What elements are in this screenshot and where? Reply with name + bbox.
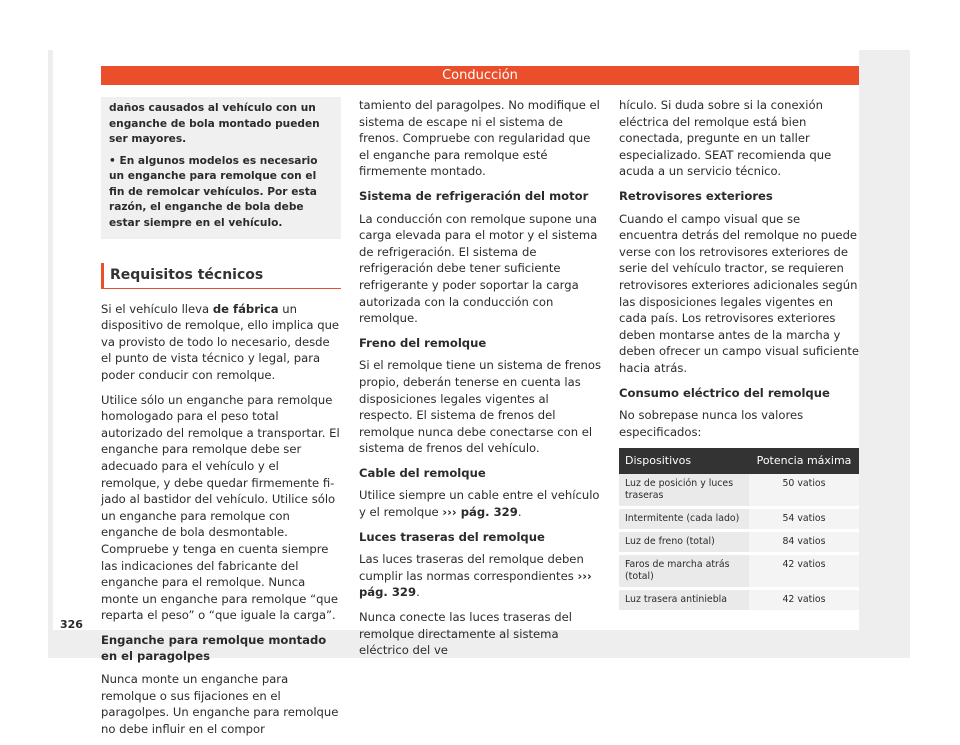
page-number: 326	[60, 618, 83, 631]
table-header-row	[619, 448, 859, 474]
table-cell: 42 vatios	[749, 589, 859, 612]
paragraph	[359, 487, 601, 520]
paragraph: La conducción con remolque supone una carga elevada para el motor y el sistema de refrigeración. El sistema de refrigeración debe tener suficiente refrigerante y poder soportar la carga autorizada con la conducción con remolque.	[359, 211, 598, 326]
subheading: Luces traseras del remolque	[359, 529, 545, 544]
paragraph: Si el remolque tiene un sistema de frenos propio, deberán tenerse en cuenta las disposiciones legales vigentes al respecto. El sistema de frenos del remolque nunca debe conectarse con el sistema de frenos del vehículo.	[359, 358, 601, 456]
paragraph: Utilice sólo un enganche para remolque homologado para el peso total autorizado del remolque a transportar. El enganche para remolque debe ser adecuado para el vehículo y el remolque, y debe quedar firmemente fijado al bastidor del vehículo. Utilice sólo un enganche para remolque con enganche de bola desmontable. Compruebe y tenga en cuenta siempre las indicaciones del fabricante del enganche para el remolque. Nunca monte un enganche para remolque “que reparta el peso” o “que iguale la carga”.	[101, 392, 340, 623]
table-row	[619, 508, 859, 531]
table-cell: 50 vatios	[749, 474, 859, 508]
table-row	[619, 531, 859, 554]
paragraph: Cuando el campo visual que se encuentra detrás del remolque no puede verse con los retrovisores exteriores de serie del vehículo tractor, se requieren retrovisores exteriores adicionales según las disposiciones legales vigentes en cada país. Los retrovisores exteriores deben montarse antes de la marcha y deben ofrecer un campo visual suficiente hacia atrás.	[619, 211, 860, 375]
table-cell: Luz de freno (total)	[619, 531, 749, 554]
table-header: Potencia máxima	[749, 448, 859, 474]
table-cell: Intermitente (cada lado)	[619, 508, 749, 531]
table-header: Dispositivos	[619, 448, 749, 474]
column-1	[101, 97, 341, 745]
bold-text: de fábrica	[212, 301, 279, 316]
page-reference-link[interactable]: ››› pág. 329	[442, 505, 518, 520]
subheading: Retrovisores exteriores	[619, 188, 773, 203]
text: un dispositivo de remolque, ello implica que va provisto de todo lo necesario, desde el punto de vista técnico y legal, para poder conducir con remolque.	[101, 301, 340, 382]
table-row	[619, 589, 859, 612]
paragraph	[359, 551, 601, 601]
paragraph: Nunca monte un enganche para remolque o sus fijaciones en el paragolpes. Un enganche para remolque no debe influir en el compor	[101, 672, 339, 736]
table-cell: 54 vatios	[749, 508, 859, 531]
power-table	[619, 448, 859, 613]
table-cell: Luz trasera antiniebla	[619, 589, 749, 612]
warning-bullet: • En algunos modelos es necesario un enganche para remolque con el fin de remolcar vehículos. Por esta razón, el enganche de bola debe estar siempre en el vehículo.	[109, 154, 318, 229]
table-cell: 84 vatios	[749, 531, 859, 554]
column-3	[619, 97, 859, 613]
paragraph: Nunca conecte las luces traseras del remolque directamente al sistema eléctrico del ve	[359, 610, 572, 658]
section-title: Requisitos técnicos	[101, 263, 341, 289]
text: Si el vehículo lleva	[101, 301, 213, 316]
warning-box	[101, 97, 341, 239]
table-cell: 42 vatios	[749, 554, 859, 589]
paragraph: No sobrepase nunca los valores especificados:	[619, 408, 804, 439]
subheading: Freno del remolque	[359, 335, 487, 350]
paragraph: tamiento del paragolpes. No modifique el sistema de escape ni el sistema de frenos. Compruebe con regularidad que el enganche para remolque esté firmemente montado.	[359, 98, 600, 179]
subheading: Enganche para remolque montado en el paragolpes	[101, 632, 327, 664]
warning-text: daños causados al vehículo con un enganche de bola montado pueden ser mayores.	[109, 102, 320, 145]
text: .	[416, 585, 420, 600]
text: .	[517, 505, 522, 520]
subheading: Cable del remolque	[359, 465, 486, 480]
text: Las luces traseras del remolque deben cumplir las normas correspondientes	[359, 552, 584, 583]
subheading: Consumo eléctrico del remolque	[619, 385, 830, 400]
table-cell: Faros de marcha atrás (total)	[619, 554, 749, 589]
paragraph	[101, 301, 341, 384]
page-reference-link[interactable]: ››› pág. 329	[359, 568, 592, 600]
table-cell: Luz de posición y luces traseras	[619, 474, 749, 508]
subheading: Sistema de refrigeración del motor	[359, 188, 589, 203]
table-row	[619, 474, 859, 508]
section-header: Conducción	[101, 66, 859, 85]
paragraph: hículo. Si duda sobre si la conexión eléctrica del remolque está bien conectada, pregunte en un taller especializado. SEAT recomienda que acuda a un servicio técnico.	[619, 98, 832, 179]
column-2	[359, 97, 601, 667]
table-row	[619, 554, 859, 589]
text: Utilice siempre un cable entre el vehículo y el remolque	[359, 488, 600, 520]
